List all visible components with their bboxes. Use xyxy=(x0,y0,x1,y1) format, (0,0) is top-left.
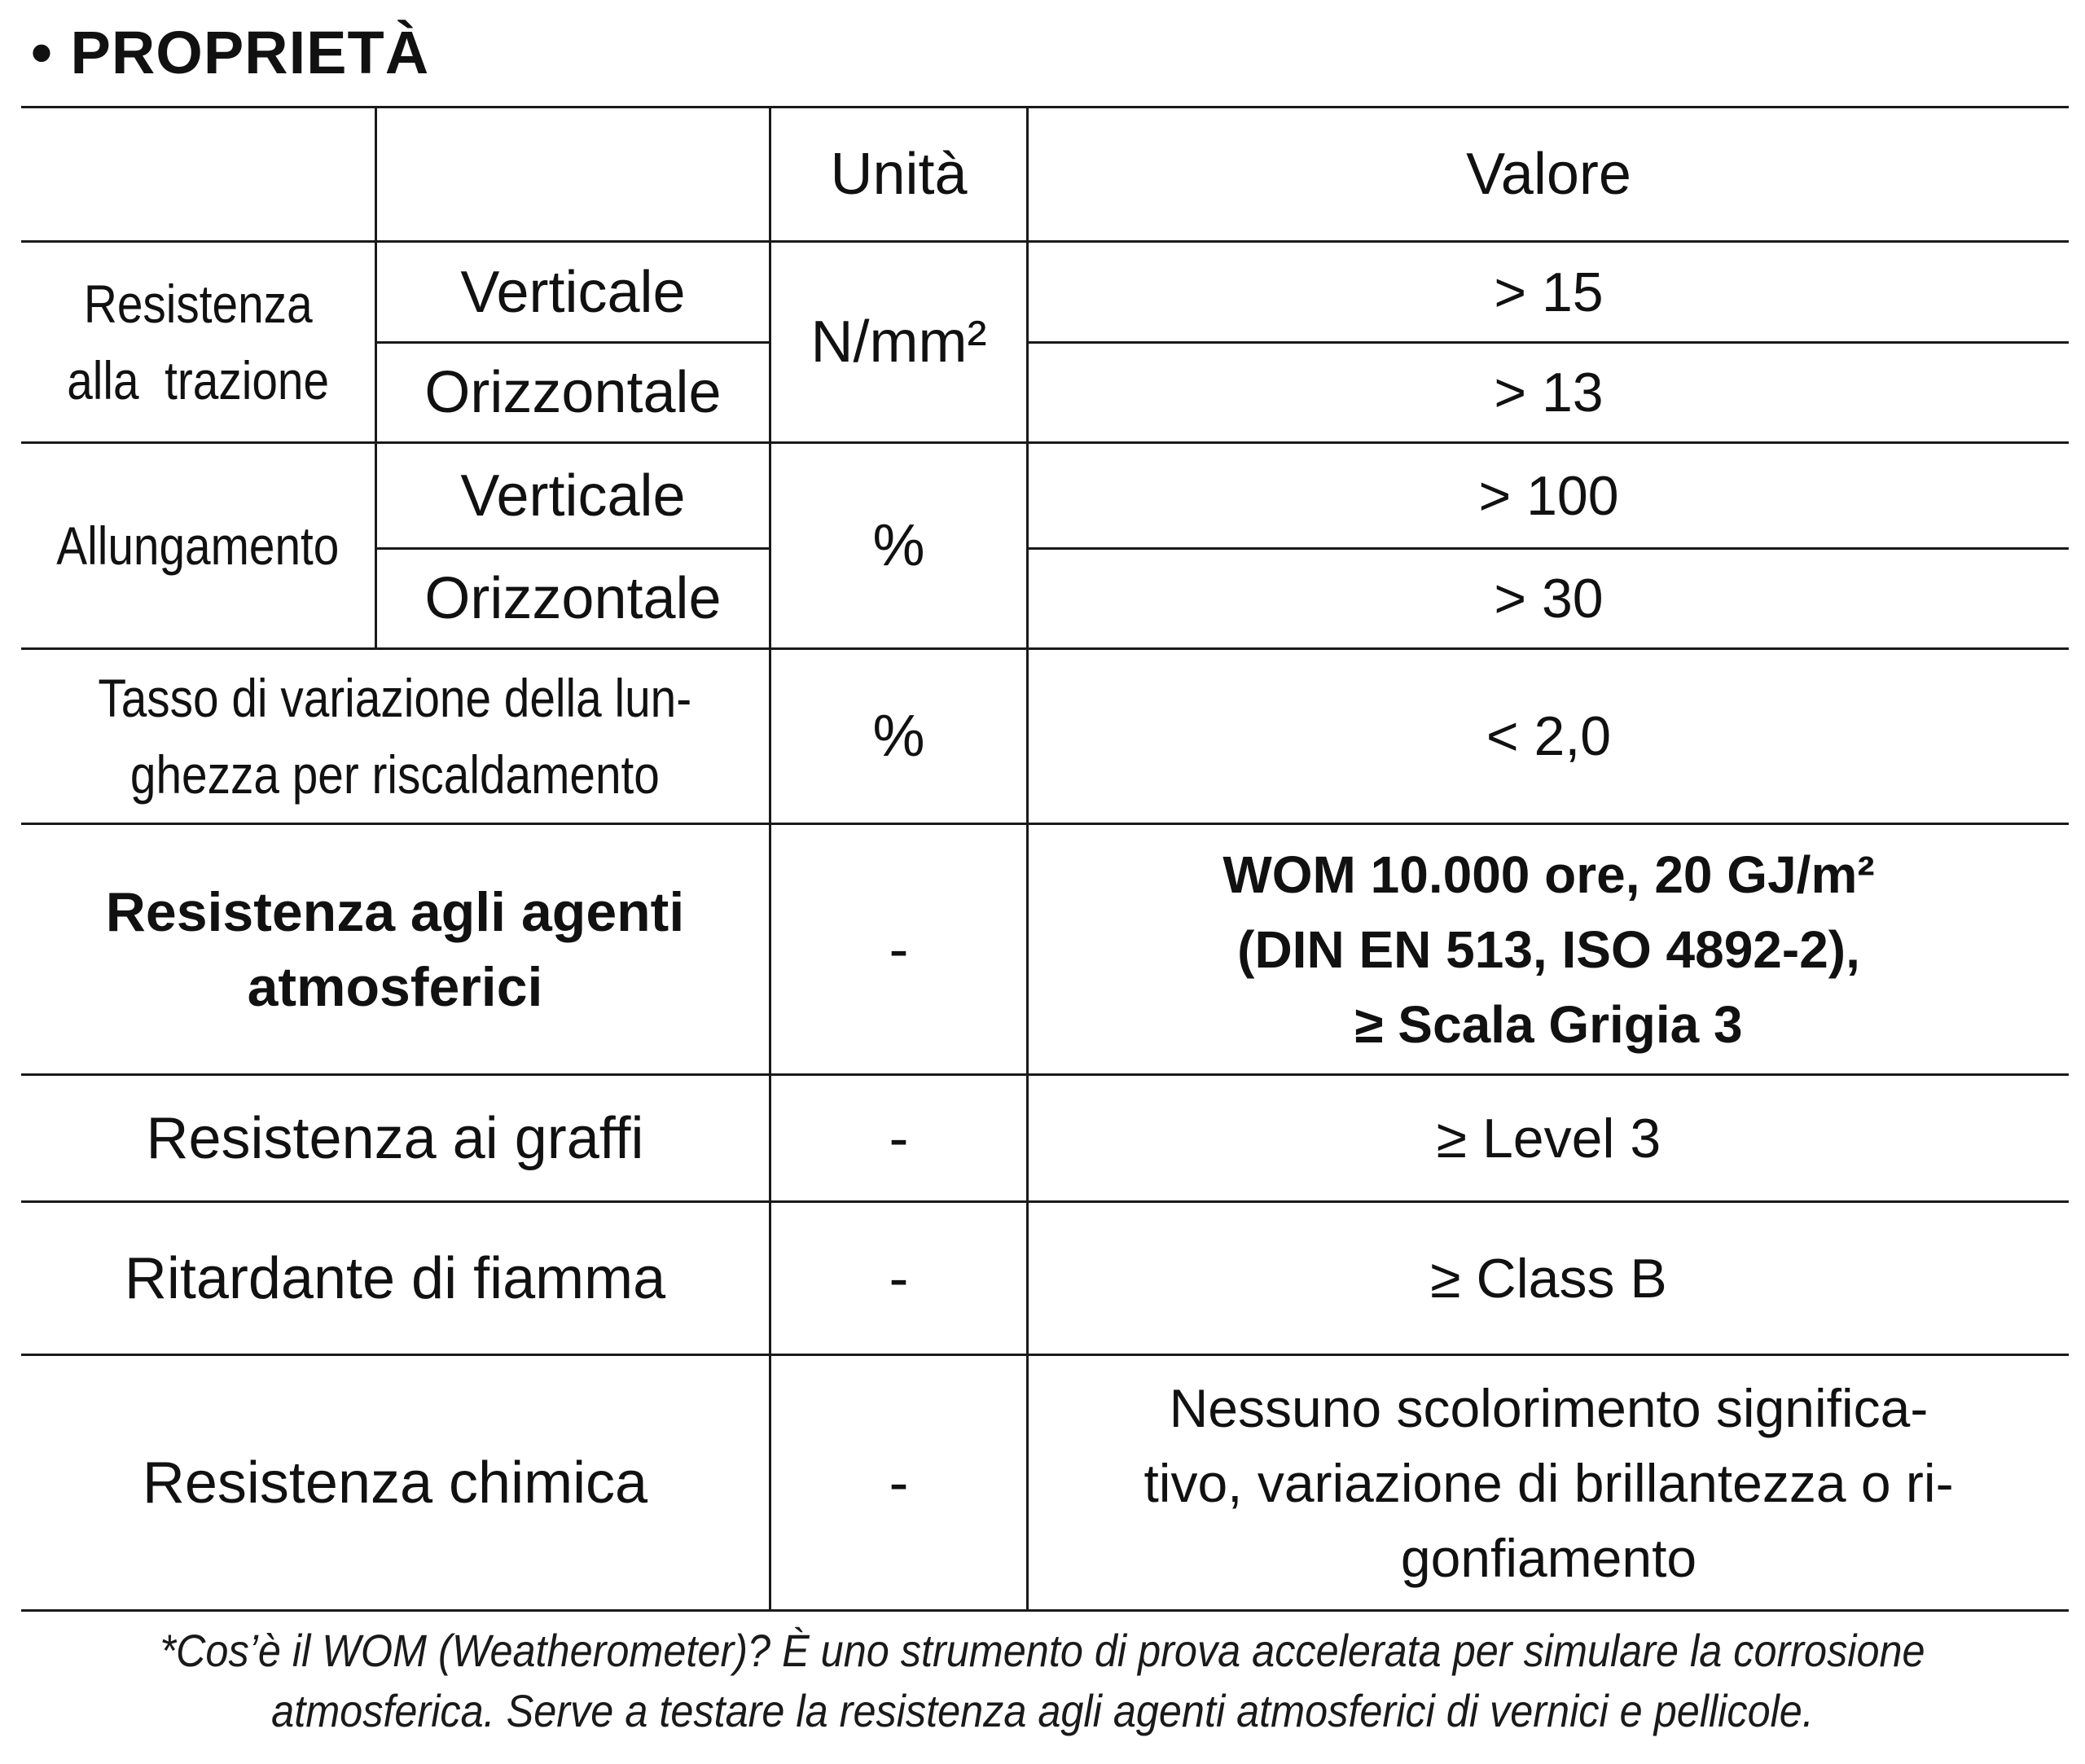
elongation-label xyxy=(21,444,375,647)
tensile-label-line2: alla trazione xyxy=(67,350,329,410)
table-bottom-border xyxy=(21,1609,2069,1612)
elongation-horizontal-value: > 30 xyxy=(1494,568,1604,630)
tensile-horizontal-label: Orizzontale xyxy=(424,360,722,425)
elongation-horizontal-label: Orizzontale xyxy=(424,566,722,631)
weathering-value xyxy=(1029,825,2069,1073)
elongation-vertical-label: Verticale xyxy=(460,463,686,529)
scratch-unit: - xyxy=(889,1105,909,1171)
chemical-value xyxy=(1029,1356,2069,1609)
chemical-label: Resistenza chimica xyxy=(142,1450,648,1516)
elongation-unit: % xyxy=(872,513,925,578)
weathering-value-line3: ≥ Scala Grigia 3 xyxy=(1354,994,1743,1054)
heat-change-label xyxy=(21,650,769,823)
flame-value: ≥ Class B xyxy=(1430,1247,1667,1310)
tensile-label-line1: Resistenza xyxy=(83,274,313,334)
heat-change-label-line1: Tasso di variazione della lun- xyxy=(98,668,692,728)
footnote xyxy=(0,1621,2085,1741)
footnote-line2: atmosferica. Serve a testare la resistenza agli agenti atmosferici di vernici e pellicole. xyxy=(271,1685,1814,1736)
footnote-line1: *Cos’è il WOM (Weatherometer)? È uno strumento di prova accelerata per simulare la corrosione xyxy=(160,1625,1925,1676)
flame-label: Ritardante di fiamma xyxy=(124,1245,666,1311)
weathering-unit: - xyxy=(889,916,909,982)
tensile-unit: N/mm² xyxy=(810,309,987,375)
chemical-unit: - xyxy=(889,1450,909,1516)
heat-change-value: < 2,0 xyxy=(1486,705,1612,767)
chemical-value-line2: tivo, variazione di brillantezza o ri- xyxy=(1143,1452,1954,1513)
weathering-label-line1: Resistenza agli agenti xyxy=(105,880,685,943)
weathering-value-line1: WOM 10.000 ore, 20 GJ/m² xyxy=(1222,845,1875,904)
tensile-label xyxy=(21,243,375,441)
chemical-value-line3: gonfiamento xyxy=(1400,1527,1697,1588)
tensile-vertical-label: Verticale xyxy=(460,259,686,325)
heat-change-label-line2: ghezza per riscaldamento xyxy=(130,744,660,805)
scratch-label: Resistenza ai graffi xyxy=(146,1105,644,1171)
header-unit: Unità xyxy=(830,142,968,207)
header-value: Valore xyxy=(1466,142,1631,207)
tensile-horizontal-value: > 13 xyxy=(1494,362,1604,423)
chemical-value-line1: Nessuno scolorimento significa- xyxy=(1169,1377,1929,1438)
weathering-label xyxy=(21,825,769,1073)
tensile-vertical-value: > 15 xyxy=(1494,261,1604,323)
weathering-label-line2: atmosferici xyxy=(247,955,543,1018)
scratch-value: ≥ Level 3 xyxy=(1436,1107,1661,1169)
elongation-label-text: Allungamento xyxy=(56,516,340,576)
section-title: • PROPRIETÀ xyxy=(31,19,430,86)
weathering-value-line2: (DIN EN 513, ISO 4892-2), xyxy=(1237,919,1860,979)
flame-unit: - xyxy=(889,1245,909,1311)
heat-change-unit: % xyxy=(872,704,925,769)
elongation-vertical-value: > 100 xyxy=(1478,464,1619,527)
